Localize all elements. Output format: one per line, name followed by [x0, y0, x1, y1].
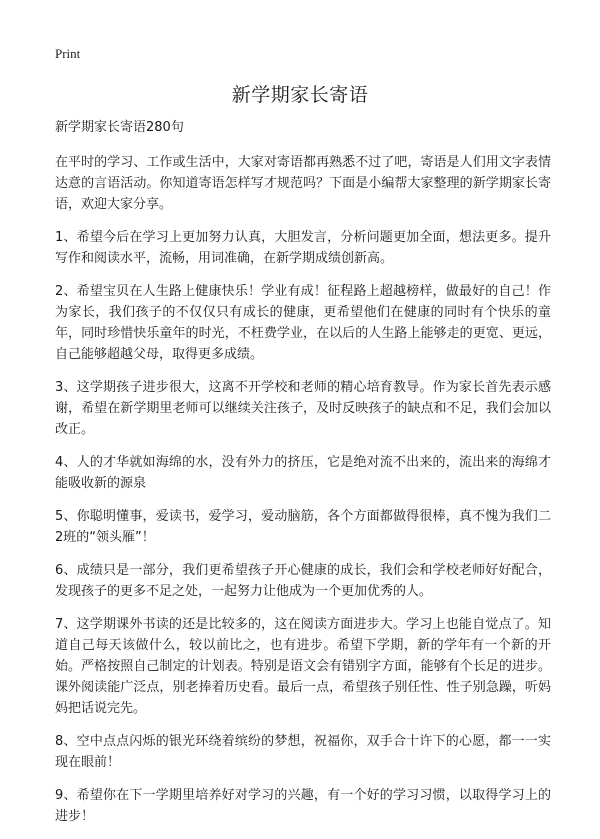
- paragraph-7: 7、这学期课外书读的还是比较多的，这在阅读方面进步大。学习上也能自觉点了。知道自己每天该做什么，较以前比之，也有进步。希望下学期，新的学年有一个新的开始。严格按照自己制定的计划表。特别是语文会有错别字方面，能够有个长足的进步。课外阅读能广泛点，别老捧着历史看。最后一点，希望孩子别任性、性子别急躁，听妈妈把话说完先。: [55, 617, 551, 716]
- paragraph-5: 5、你聪明懂事，爱读书，爱学习，爱动脑筋，各个方面都做得很棒，真不愧为我们二2班的“领头雁”！: [55, 509, 551, 545]
- paragraph-9: 9、希望你在下一学期里培养好对学习的兴趣，有一个好的学习习惯，以取得学习上的进步！: [55, 788, 551, 824]
- article-body: [55, 117, 551, 839]
- page-title: 新学期家长寄语: [231, 84, 369, 106]
- paragraph-4: 4、人的才华就如海绵的水，没有外力的挤压，它是绝对流不出来的，流出来的海绵才能吸收新的源泉: [55, 455, 551, 491]
- paragraph-8: 8、空中点点闪烁的银光环绕着缤纷的梦想，祝福你，双手合十许下的心愿，都一一实现在眼前！: [55, 734, 551, 770]
- article-subtitle: 新学期家长寄语280句: [55, 120, 184, 135]
- paragraph-2: 2、希望宝贝在人生路上健康快乐！学业有成！征程路上超越榜样，做最好的自己！作为家长，我们孩子的不仅仅只有成长的健康，更希望他们在健康的同时有个快乐的童年，同时珍惜快乐童年的时光，不枉费学业，在以后的人生路上能够走的更宽、更远，自己能够超越父母，取得更多成绩。: [55, 284, 551, 362]
- paragraph-6: 6、成绩只是一部分，我们更希望孩子开心健康的成长，我们会和学校老师好好配合，发现孩子的更多不足之处，一起努力让他成为一个更加优秀的人。: [55, 563, 551, 599]
- paragraph-1: 1、希望今后在学习上更加努力认真，大胆发言，分析问题更加全面，想法更多。提升写作和阅读水平，流畅，用词准确，在新学期成绩创新高。: [55, 230, 551, 266]
- print-link[interactable]: Print: [55, 46, 81, 61]
- intro-paragraph: 在平时的学习、工作或生活中，大家对寄语都再熟悉不过了吧，寄语是人们用文字表情达意的言语活动。你知道寄语怎样写才规范吗？下面是小编帮大家整理的新学期家长寄语，欢迎大家分享。: [55, 155, 551, 212]
- paragraph-3: 3、这学期孩子进步很大，这离不开学校和老师的精心培育教导。作为家长首先表示感谢，希望在新学期里老师可以继续关注孩子，及时反映孩子的缺点和不足，我们会加以改正。: [55, 380, 551, 437]
